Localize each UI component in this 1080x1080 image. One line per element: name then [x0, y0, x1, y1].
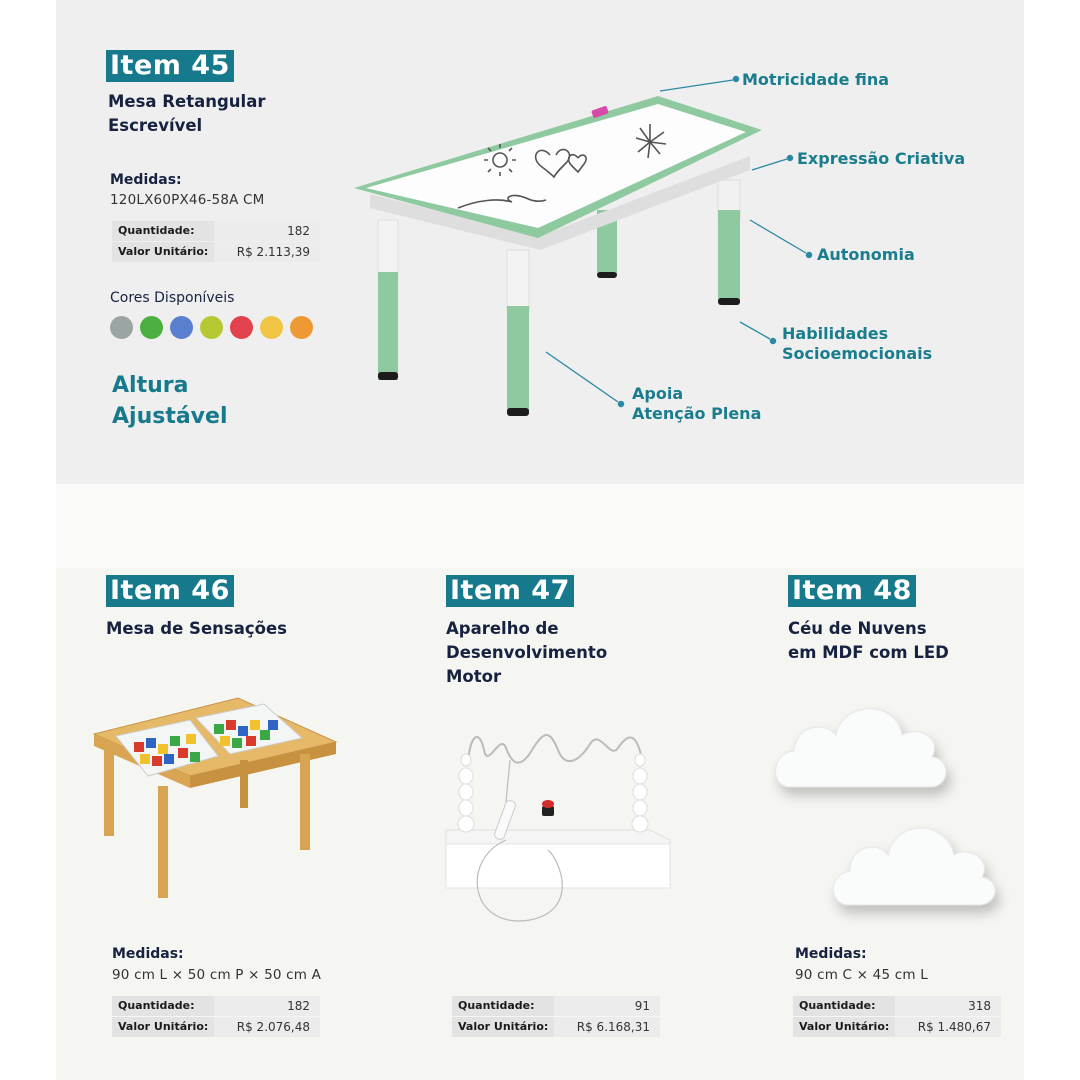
- table-row: [793, 996, 1001, 1016]
- callout-autonomia: Autonomia: [817, 245, 915, 264]
- price-label: Valor Unitário:: [793, 1017, 895, 1037]
- item46-tag: Item 46: [106, 575, 234, 607]
- qty-label: Quantidade:: [452, 996, 554, 1016]
- callout-motricidade: Motricidade fina: [742, 70, 890, 89]
- separator-band: [56, 484, 1024, 568]
- price-label: Valor Unitário:: [112, 242, 214, 262]
- item45-measures-label: Medidas:: [110, 172, 182, 188]
- table-row: [452, 996, 660, 1016]
- price-value: R$ 2.113,39: [214, 242, 320, 262]
- writable-table-illustration: [340, 60, 900, 440]
- price-label: Valor Unitário:: [452, 1017, 554, 1037]
- table-row: [112, 996, 320, 1016]
- qty-label: Quantidade:: [112, 221, 214, 241]
- color-swatch: [140, 316, 163, 339]
- callout-habilidades: Habilidades Socioemocionais: [782, 324, 933, 363]
- color-swatch: [230, 316, 253, 339]
- table-row: [112, 242, 320, 262]
- item46-measures-label: Medidas:: [112, 946, 184, 962]
- clouds-illustration: [770, 695, 1010, 925]
- item47-table: [452, 996, 660, 1038]
- callout-apoia: Apoia Atenção Plena: [632, 384, 762, 423]
- qty-value: 182: [214, 221, 320, 241]
- item48-measures-label: Medidas:: [795, 946, 867, 962]
- feature-adjustable-height: Altura Ajustável: [112, 373, 228, 429]
- item45-table: [112, 221, 320, 263]
- item46-table: [112, 996, 320, 1038]
- item48-tag: Item 48: [788, 575, 916, 607]
- table-row: [112, 1017, 320, 1037]
- qty-value: 91: [554, 996, 660, 1016]
- color-swatch: [200, 316, 223, 339]
- price-value: R$ 6.168,31: [554, 1017, 660, 1037]
- price-value: R$ 2.076,48: [214, 1017, 320, 1037]
- qty-label: Quantidade:: [112, 996, 214, 1016]
- price-value: R$ 1.480,67: [895, 1017, 1001, 1037]
- color-swatch: [290, 316, 313, 339]
- price-label: Valor Unitário:: [112, 1017, 214, 1037]
- callout-expressao: Expressão Criativa: [797, 149, 966, 168]
- colors-label: Cores Disponíveis: [110, 290, 235, 306]
- motor-device-illustration: [440, 720, 680, 930]
- color-swatches: [110, 316, 313, 339]
- item48-name: Céu de Nuvens em MDF com LED: [788, 619, 949, 662]
- color-swatch: [170, 316, 193, 339]
- item47-tag: Item 47: [446, 575, 574, 607]
- item45-measures: 120LX60PX46-58A CM: [110, 192, 265, 208]
- table-row: [452, 1017, 660, 1037]
- color-swatch: [110, 316, 133, 339]
- item45-tag: Item 45: [106, 50, 234, 82]
- table-row: [112, 221, 320, 241]
- qty-value: 182: [214, 996, 320, 1016]
- item48-table: [793, 996, 1001, 1038]
- item46-measures: 90 cm L × 50 cm P × 50 cm A: [112, 967, 322, 983]
- table-row: [793, 1017, 1001, 1037]
- qty-label: Quantidade:: [793, 996, 895, 1016]
- sensory-table-illustration: [90, 690, 340, 910]
- item46-name: Mesa de Sensações: [106, 619, 287, 638]
- qty-value: 318: [895, 996, 1001, 1016]
- color-swatch: [260, 316, 283, 339]
- item45-name: Mesa Retangular Escrevível: [108, 92, 266, 135]
- item47-name: Aparelho de Desenvolvimento Motor: [446, 619, 608, 686]
- item48-measures: 90 cm C × 45 cm L: [795, 967, 928, 983]
